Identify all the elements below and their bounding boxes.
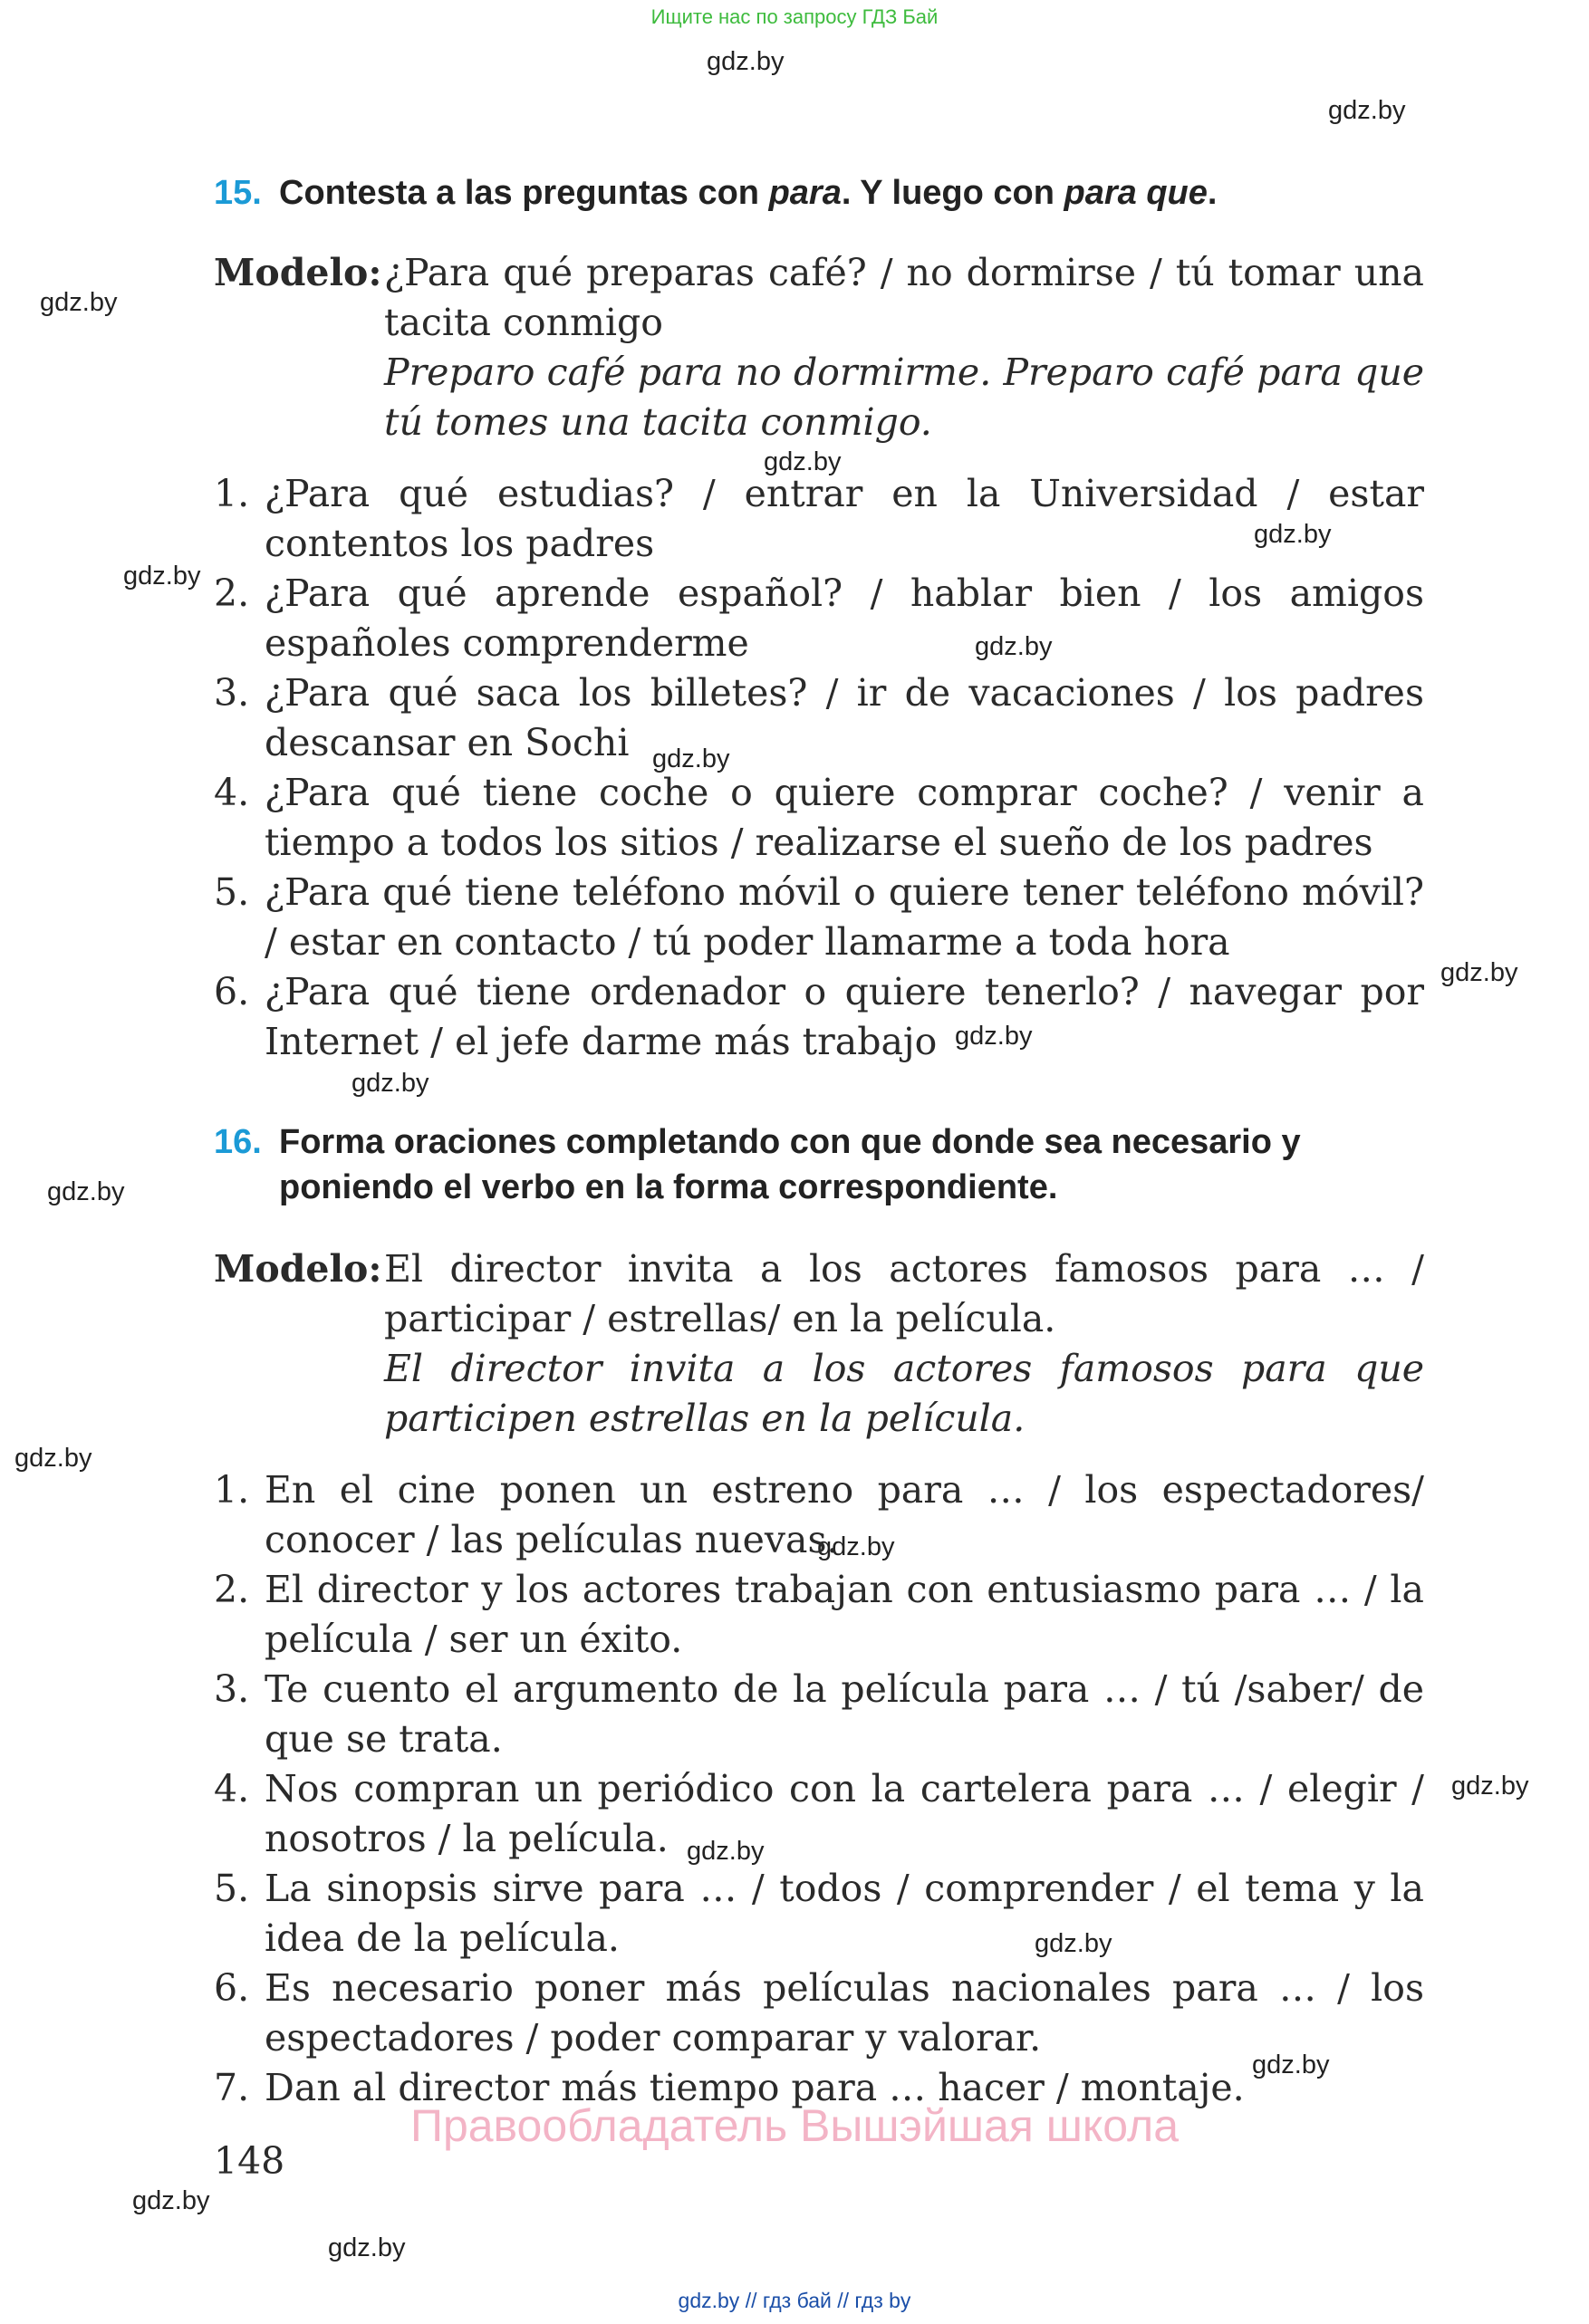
bottom-links[interactable]: gdz.by // гдз бай // гдз by — [678, 2289, 911, 2312]
watermark: gdz.by — [707, 47, 785, 76]
exercise-16-heading — [214, 1119, 1431, 1210]
exercise-number: 15. — [214, 174, 262, 212]
list-item: 5. ¿Para qué tiene teléfono móvil o quiere tener teléfono móvil? / estar en contacto / tú poder llamarme a toda hora — [214, 870, 1424, 964]
exercise-16-list — [214, 1465, 1424, 2113]
exercise-title: Contesta a las preguntas con para. Y luego con para que. — [279, 174, 1218, 212]
list-item: 7. Dan al director más tiempo para … hacer / montaje. — [214, 2066, 1245, 2109]
watermark: gdz.by — [652, 744, 730, 773]
watermark: gdz.by — [1328, 96, 1406, 125]
modelo-question: ¿Para qué preparas café? / no dormirse / tú tomar una tacita conmigo — [384, 251, 1424, 344]
watermark: gdz.by — [352, 1069, 429, 1098]
watermark: gdz.by — [817, 1532, 895, 1561]
list-item: 3. ¿Para qué saca los billetes? / ir de vacaciones / los padres descansar en Sochi — [214, 671, 1424, 764]
watermark: gdz.by — [123, 562, 201, 591]
watermark: gdz.by — [764, 447, 842, 476]
modelo-answer: El director invita a los actores famosos para que participen estrellas en la película. — [384, 1347, 1424, 1440]
watermark: gdz.by — [1451, 1772, 1529, 1801]
modelo-label: Modelo: — [214, 1247, 382, 1291]
modelo-body — [384, 1244, 1424, 1444]
watermark: gdz.by — [14, 1444, 92, 1473]
exercise-15-list — [214, 469, 1424, 1067]
watermark: gdz.by — [1035, 1929, 1112, 1958]
watermark: gdz.by — [40, 288, 118, 317]
watermark: gdz.by — [132, 2186, 210, 2215]
exercise-title: Forma oraciones completando con que donde sea necesario y poniendo el verbo en la forma correspondiente. — [279, 1123, 1301, 1206]
modelo-body — [384, 248, 1424, 447]
watermark: gdz.by — [1252, 2050, 1330, 2079]
list-item: 3. Te cuento el argumento de la película para … / tú /saber/ de que se trata. — [214, 1667, 1424, 1761]
page-number: 148 — [214, 2139, 285, 2183]
list-item: 2. El director y los actores trabajan con entusiasmo para … / la película / ser un éxito. — [214, 1568, 1424, 1661]
watermark: gdz.by — [955, 1022, 1033, 1051]
copyright-watermark: Правообладатель Вышэйшая школа — [410, 2100, 1179, 2151]
exercise-15-heading — [214, 170, 1431, 216]
exercise-15-modelo — [214, 248, 1424, 447]
list-item: 4. Nos compran un periódico con la cartelera para … / elegir / nosotros / la película. — [214, 1767, 1424, 1860]
list-item: 2. ¿Para qué aprende español? / hablar bien / los amigos españoles comprenderme — [214, 571, 1424, 665]
watermark: gdz.by — [328, 2233, 406, 2262]
watermark: gdz.by — [1254, 520, 1332, 549]
list-item: 1. En el cine ponen un estreno para … / los espectadores/ conocer / las películas nuevas. — [214, 1468, 1424, 1561]
list-item: 5. La sinopsis sirve para … / todos / comprender / el tema y la idea de la película. — [214, 1867, 1424, 1960]
watermark: gdz.by — [1440, 958, 1518, 987]
modelo-question: El director invita a los actores famosos para … / participar / estrellas/ en la película. — [384, 1247, 1424, 1340]
watermark: gdz.by — [975, 632, 1053, 661]
exercise-16-modelo — [214, 1244, 1424, 1444]
watermark: gdz.by — [47, 1177, 125, 1206]
list-item: 6. ¿Para qué tiene ordenador o quiere tenerlo? / navegar por Internet / el jefe darme más trabajo — [214, 970, 1424, 1063]
watermark: gdz.by — [687, 1837, 765, 1866]
exercise-number: 16. — [214, 1123, 262, 1161]
top-banner[interactable]: Ищите нас по запросу ГДЗ Бай — [650, 5, 939, 28]
list-item: 6. Es necesario poner más películas nacionales para … / los espectadores / poder comparar y valorar. — [214, 1966, 1424, 2060]
list-item: 4. ¿Para qué tiene coche o quiere comprar coche? / venir a tiempo a todos los sitios / realizarse el sueño de los padres — [214, 771, 1424, 864]
modelo-label: Modelo: — [214, 251, 382, 294]
modelo-answer: Preparo café para no dormirme. Preparo café para que tú tomes una tacita conmigo. — [384, 351, 1424, 444]
list-item: 1. ¿Para qué estudias? / entrar en la Universidad / estar contentos los padres — [214, 472, 1424, 565]
